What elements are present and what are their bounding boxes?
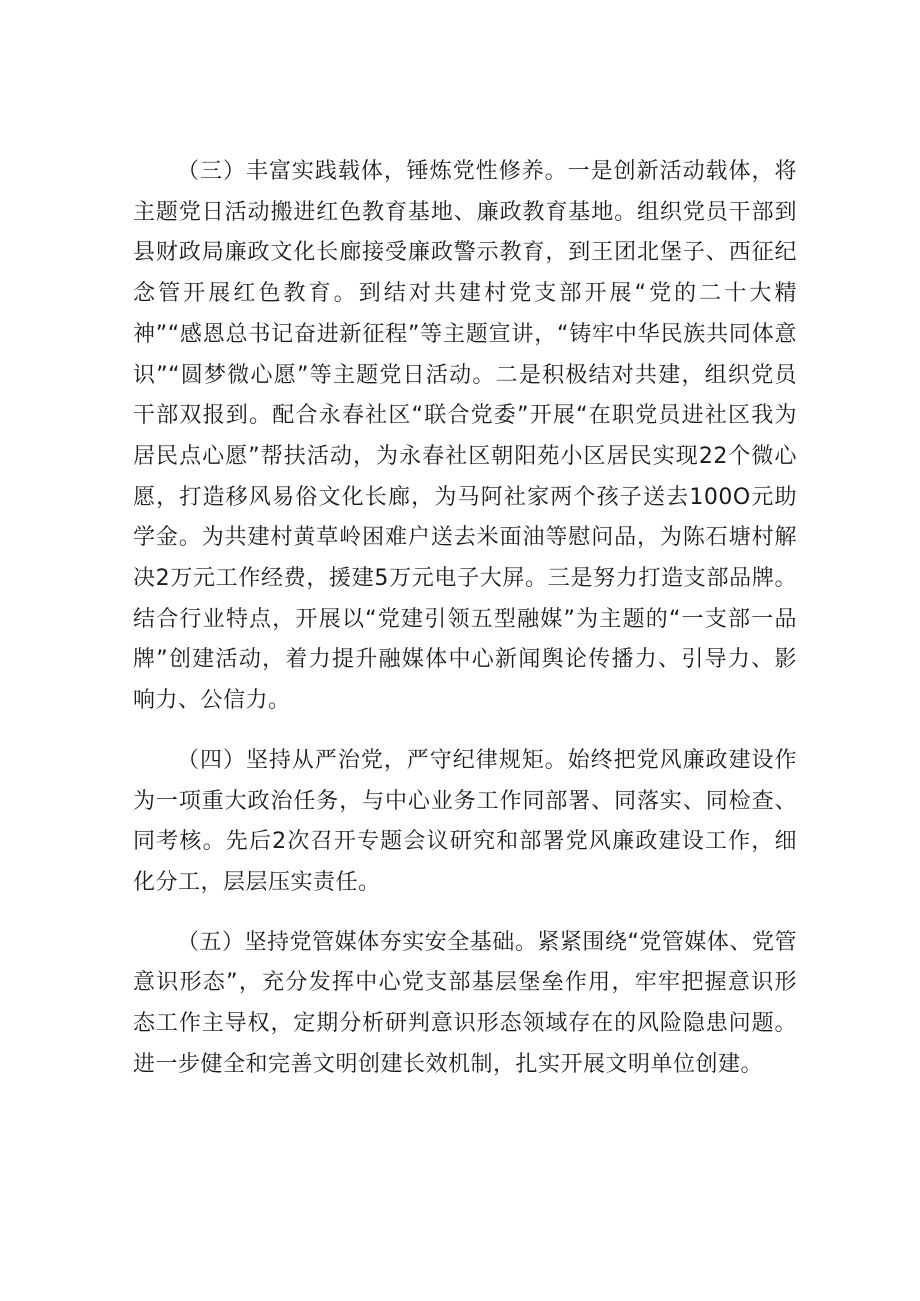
paragraph-section-5: （五）坚持党管媒体夯实安全基础。紧紧围绕“党管媒体、党管意识形态”，充分发挥中心党支部基层堡垒作用，牢牢把握意识形态工作主导权，定期分析研判意识形态领域存在的风险隐患问题。进一步健全和完善文明创建长效机制，扎实开展文明单位创建。 [133,929,797,1077]
paragraph-section-3: （三）丰富实践载体，锤炼党性修养。一是创新活动载体，将主题党日活动搬进红色教育基地、廉政教育基地。组织党员干部到县财政局廉政文化长廊接受廉政警示教育，到王团北堡子、西征纪念管开展红色教育。到结对共建村党支部开展“党的二十大精神”“感恩总书记奋进新征程”等主题宣讲，“铸牢中华民族共同体意识”“圆梦微心愿”等主题党日活动。二是积极结对共建，组织党员干部双报到。配合永春社区“联合党委”开展“在职党员进社区我为居民点心愿”帮扶活动，为永春社区朝阳苑小区居民实现22个微心愿，打造移风易俗文化长廊，为马阿社家两个孩子送去100O元助学金。为共建村黄草岭困难户送去米面油等慰问品，为陈石塘村解决2万元工作经费，援建5万元电子大屏。三是努力打造支部品牌。结合行业特点，开展以“党建引领五型融媒”为主题的“一支部一品牌”创建活动，着力提升融媒体中心新闻舆论传播力、引导力、影响力、公信力。 [133,159,797,714]
paragraph-section-4: （四）坚持从严治党，严守纪律规矩。始终把党风廉政建设作为一项重大政治任务，与中心业务工作同部署、同落实、同检查、同考核。先后2次召开专题会议研究和部署党风廉政建设工作，细化分工，层层压实责任。 [133,747,797,895]
document-body [133,152,797,1085]
